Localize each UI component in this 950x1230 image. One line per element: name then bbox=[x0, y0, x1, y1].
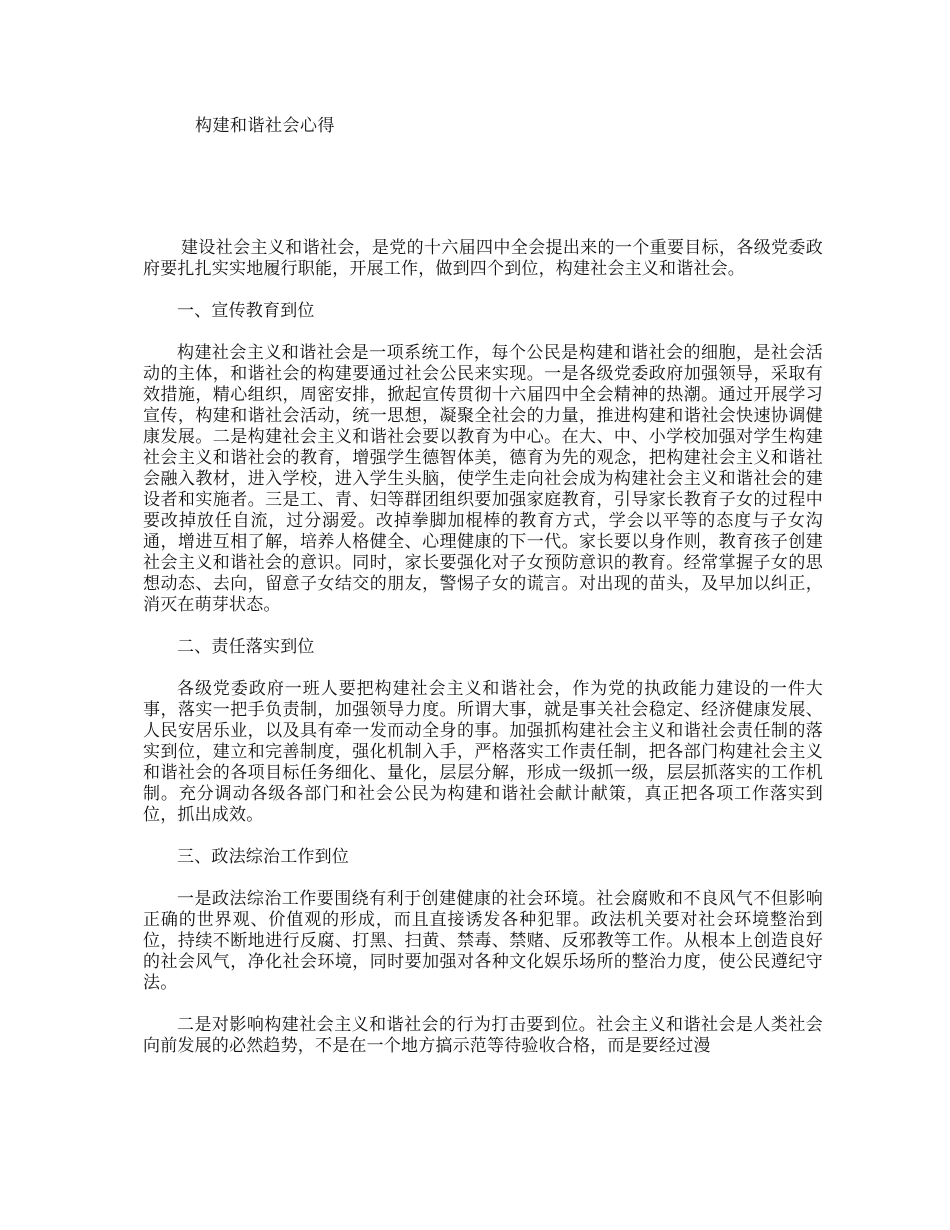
section-paragraph: 各级党委政府一班人要把构建社会主义和谐社会，作为党的执政能力建设的一件大事，落实一把手负责制，加强领导力度。所谓大事，就是事关社会稳定、经济健康发展、人民安居乐业，以及具有牵一发而动全身的事。加强抓构建社会主义和谐社会责任制的落实到位，建立和完善制度，强化机制入手，严格落实工作责任制，把各部门构建社会主义和谐社会的各项目标任务细化、量化，层层分解，形成一级抓一级，层层抓落实的工作机制。充分调动各级各部门和社会公民为构建和谐社会献计献策，真正把各项工作落实到位，抓出成效。 bbox=[143, 679, 823, 825]
section-3 bbox=[143, 847, 823, 1057]
section-heading: 二、责任落实到位 bbox=[177, 637, 315, 657]
section-paragraph: 一是政法综治工作要围绕有利于创建健康的社会环境。社会腐败和不良风气不但影响正确的世界观、价值观的形成，而且直接诱发各种犯罪。政法机关要对社会环境整治到位，持续不断地进行反腐、打黑、扫黄、禁毒、禁赌、反邪教等工作。从根本上创造良好的社会风气，净化社会环境，同时要加强对各种文化娱乐场所的整治力度，使公民遵纪守法。 bbox=[143, 889, 823, 993]
section-paragraph: 构建社会主义和谐社会是一项系统工作，每个公民是构建和谐社会的细胞，是社会活动的主体，和谐社会的构建要通过社会公民来实现。一是各级党委政府加强领导，采取有效措施，精心组织，周密安排，掀起宣传贯彻十六届四中全会精神的热潮。通过开展学习宣传，构建和谐社会活动，统一思想，凝聚全社会的力量，推进构建和谐社会快速协调健康发展。二是构建社会主义和谐社会要以教育为中心。在大、中、小学校加强对学生构建社会主义和谐社会的教育，增强学生德智体美，德育为先的观念，把构建社会主义和谐社会融入教材，进入学校，进入学生头脑，使学生走向社会成为构建社会主义和谐社会的建设者和实施者。三是工、青、妇等群团组织要加强家庭教育，引导家长教育子女的过程中要改掉放任自流，过分溺爱。改掉拳脚加棍棒的教育方式，学会以平等的态度与子女沟通，增进互相了解，培养人格健全、心理健康的下一代。家长要以身作则，教育孩子创建社会主义和谐社会的意识。同时，家长要强化对子女预防意识的教育。经常掌握子女的思想动态、去向，留意子女结交的朋友，警惕子女的谎言。对出现的苗头，及早加以纠正，消灭在萌芽状态。 bbox=[143, 343, 823, 615]
section-1 bbox=[143, 301, 823, 616]
document-body bbox=[143, 238, 823, 1078]
intro-paragraph: 建设社会主义和谐社会，是党的十六届四中全会提出来的一个重要目标，各级党委政府要扎扎实实地履行职能，开展工作，做到四个到位，构建社会主义和谐社会。 bbox=[143, 238, 823, 279]
section-2 bbox=[143, 637, 823, 826]
section-heading: 三、政法综治工作到位 bbox=[177, 847, 349, 867]
section-heading: 一、宣传教育到位 bbox=[177, 301, 315, 321]
document-title: 构建和谐社会心得 bbox=[195, 116, 335, 136]
section-paragraph: 二是对影响构建社会主义和谐社会的行为打击要到位。社会主义和谐社会是人类社会向前发展的必然趋势，不是在一个地方搞示范等待验收合格，而是要经过漫 bbox=[143, 1015, 823, 1056]
